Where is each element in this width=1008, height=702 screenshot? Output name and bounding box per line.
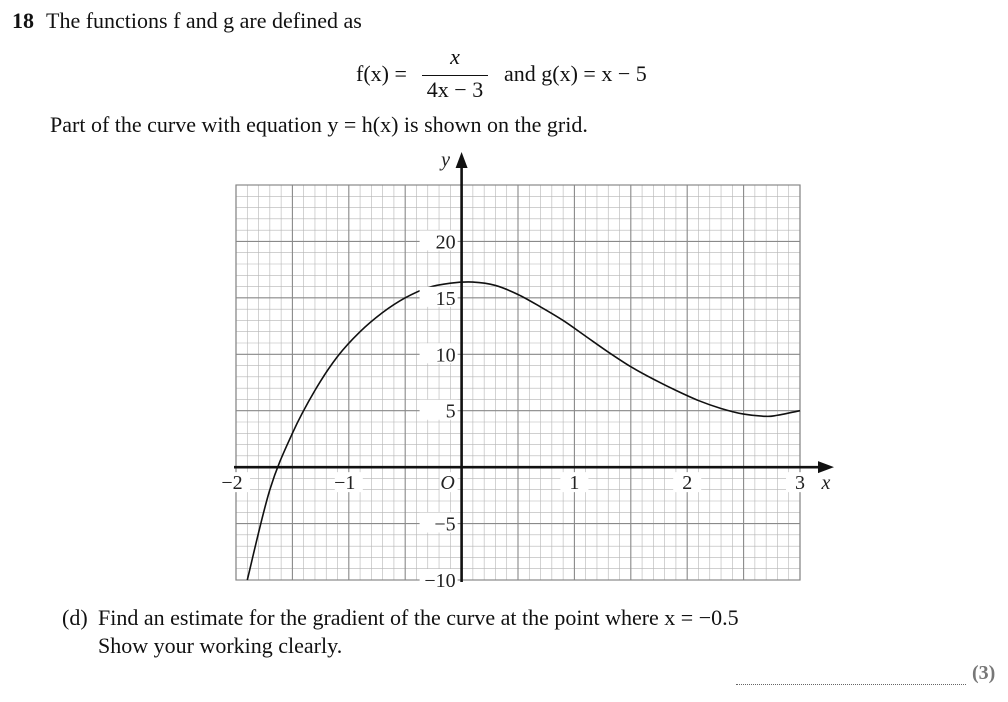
question-number: 18 bbox=[12, 8, 34, 33]
x-tick-label: 1 bbox=[569, 472, 580, 495]
intro-text: Part of the curve with equation y = h(x) is shown on the grid. bbox=[50, 112, 588, 137]
axis-labels bbox=[221, 149, 830, 592]
y-tick-label: 5 bbox=[445, 400, 456, 423]
f-numerator: x bbox=[450, 44, 460, 69]
y-tick-label: −5 bbox=[434, 513, 456, 536]
x-axis-name: x bbox=[821, 472, 831, 495]
y-tick-label: 10 bbox=[435, 344, 456, 367]
x-tick-label: −2 bbox=[221, 472, 243, 495]
answer-line[interactable] bbox=[736, 684, 966, 685]
y-tick-label: 15 bbox=[435, 287, 456, 310]
f-denominator: 4x − 3 bbox=[426, 77, 484, 102]
question-text: The functions f and g are defined as bbox=[46, 8, 362, 33]
part-d-label: (d) bbox=[62, 605, 88, 630]
y-tick-label: 20 bbox=[435, 231, 456, 254]
x-tick-label: 2 bbox=[682, 472, 693, 495]
g-definition: and g(x) = x − 5 bbox=[504, 61, 647, 86]
curve-layer bbox=[247, 282, 800, 580]
y-tick-label: −10 bbox=[424, 570, 456, 592]
part-d-instruction: Show your working clearly. bbox=[98, 633, 343, 658]
y-axis-arrow bbox=[456, 152, 468, 168]
x-tick-label: 3 bbox=[795, 472, 805, 495]
y-axis-name: y bbox=[441, 149, 451, 171]
part-d-question: Find an estimate for the gradient of the curve at the point where x = −0.5 bbox=[98, 605, 739, 630]
x-tick-label: −1 bbox=[334, 472, 356, 495]
origin-label: O bbox=[440, 472, 455, 495]
f-definition-lhs: f(x) = bbox=[356, 61, 407, 86]
marks-available: (3) bbox=[972, 662, 996, 684]
curve-h bbox=[247, 282, 800, 580]
